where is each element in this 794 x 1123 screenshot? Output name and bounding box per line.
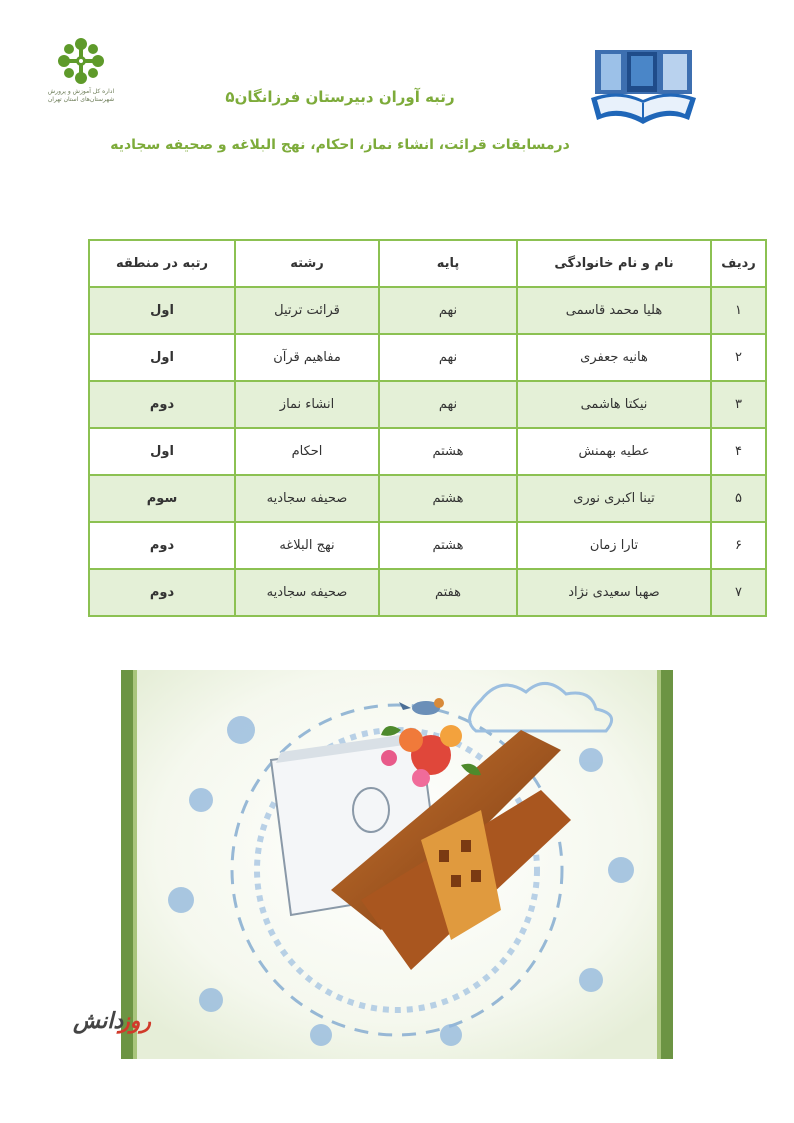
cell-rank: دوم [89, 522, 235, 569]
header-full-name: نام و نام خانوادگی [517, 240, 711, 287]
cell-row-number: ۱ [711, 287, 766, 334]
cell-row-number: ۵ [711, 475, 766, 522]
table-row [89, 475, 766, 522]
cell-row-number: ۴ [711, 428, 766, 475]
header-district-rank: رتبه در منطقه [89, 240, 235, 287]
cell-field: مفاهیم قرآن [235, 334, 379, 381]
cell-grade: هشتم [379, 428, 517, 475]
cell-full-name: هلیا محمد قاسمی [517, 287, 711, 334]
table-row [89, 569, 766, 616]
cell-rank: سوم [89, 475, 235, 522]
cell-full-name: نیکتا هاشمی [517, 381, 711, 428]
table-row [89, 287, 766, 334]
table-row [89, 428, 766, 475]
page-subtitle: درمسابقات قرائت، انشاء نماز، احکام، نهج البلاغه و صحیفه سجادیه [110, 137, 570, 153]
cell-grade: هشتم [379, 522, 517, 569]
cell-field: نهج البلاغه [235, 522, 379, 569]
cell-row-number: ۳ [711, 381, 766, 428]
watermark-part2: روز [119, 1009, 151, 1034]
quran-illustration [73, 670, 673, 1059]
cell-field: احکام [235, 428, 379, 475]
cell-rank: اول [89, 287, 235, 334]
cell-full-name: هانیه جعفری [517, 334, 711, 381]
cell-grade: نهم [379, 334, 517, 381]
header-row-number: ردیف [711, 240, 766, 287]
cell-grade: هشتم [379, 475, 517, 522]
page-title: رتبه آوران دبیرستان فرزانگان۵ [225, 88, 455, 106]
logo-caption-line2: شهرستان‌های استان تهران [47, 96, 115, 103]
cell-full-name: تارا زمان [517, 522, 711, 569]
cell-rank: اول [89, 428, 235, 475]
cell-row-number: ۶ [711, 522, 766, 569]
cell-field: صحیفه سجادیه [235, 569, 379, 616]
cell-rank: دوم [89, 381, 235, 428]
open-book-icon [589, 48, 698, 130]
book-logo [589, 48, 698, 130]
flower-emblem-icon [56, 36, 106, 86]
table-row [89, 381, 766, 428]
cell-field: صحیفه سجادیه [235, 475, 379, 522]
results-table [88, 239, 767, 617]
logo-caption-line1: اداره کل آموزش و پرورش [47, 88, 115, 95]
svg-text:روزدانش [72, 1009, 151, 1034]
cell-field: قرائت ترتیل [235, 287, 379, 334]
table-row [89, 334, 766, 381]
quran-stand-icon [73, 670, 673, 1059]
organization-logo [40, 36, 122, 110]
cell-grade: هفتم [379, 569, 517, 616]
cell-full-name: صهبا سعیدی نژاد [517, 569, 711, 616]
cell-grade: نهم [379, 287, 517, 334]
watermark-part1: دانش [73, 1009, 124, 1034]
cell-full-name: تینا اکبری نوری [517, 475, 711, 522]
header-field: رشته [235, 240, 379, 287]
cell-row-number: ۷ [711, 569, 766, 616]
table-row [89, 522, 766, 569]
cell-row-number: ۲ [711, 334, 766, 381]
cell-full-name: عطیه بهمنش [517, 428, 711, 475]
header-grade: پایه [379, 240, 517, 287]
cell-field: انشاء نماز [235, 381, 379, 428]
table-header-row [89, 240, 766, 287]
cell-rank: اول [89, 334, 235, 381]
cell-grade: نهم [379, 381, 517, 428]
cell-rank: دوم [89, 569, 235, 616]
